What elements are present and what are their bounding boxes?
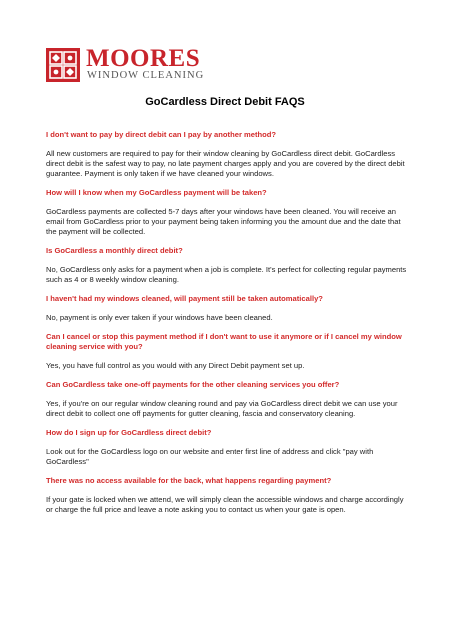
faq-list	[46, 130, 408, 524]
faq-question: I don't want to pay by direct debit can I pay by another method?	[46, 130, 277, 139]
faq-item	[46, 246, 408, 285]
faq-answer: Yes, you have full control as you would with any Direct Debit payment set up.	[46, 361, 305, 370]
faq-item	[46, 188, 408, 237]
faq-question: There was no access available for the back, what happens regarding payment?	[46, 476, 332, 485]
faq-question: Can I cancel or stop this payment method if I don't want to use it anymore or if I cancel my window cleaning service with you?	[46, 332, 402, 351]
window-logo-icon	[46, 48, 80, 82]
faq-answer: All new customers are required to pay for their window cleaning by GoCardless direct debit. GoCardless direct debit is the safest way to pay, no late payment charges apply and you are covered by the direct debit guarantee. Payment is only taken if we have cleaned your windows.	[46, 149, 405, 178]
faq-item	[46, 130, 408, 179]
faq-answer: No, GoCardless only asks for a payment when a job is complete. It's perfect for collecting regular payments such as 4 or 8 weekly window cleaning.	[46, 265, 407, 284]
faq-question: Can GoCardless take one-off payments for the other cleaning services you offer?	[46, 380, 340, 389]
faq-answer: No, payment is only ever taken if your windows have been cleaned.	[46, 313, 273, 322]
faq-answer: Look out for the GoCardless logo on our website and enter first line of address and click "pay with GoCardless"	[46, 447, 374, 466]
logo-name: MOORES	[86, 45, 201, 72]
page-title: GoCardless Direct Debit FAQS	[145, 96, 305, 108]
faq-answer: If your gate is locked when we attend, we will simply clean the accessible windows and charge accordingly or charge the full price and leave a note asking you to contact us when your gate is open.	[46, 495, 404, 514]
faq-item	[46, 332, 408, 371]
faq-item	[46, 380, 408, 419]
logo-tagline: WINDOW CLEANING	[87, 70, 205, 81]
faq-item	[46, 294, 408, 323]
faq-item	[46, 428, 408, 467]
faq-question: Is GoCardless a monthly direct debit?	[46, 246, 183, 255]
faq-question: I haven't had my windows cleaned, will payment still be taken automatically?	[46, 294, 323, 303]
faq-answer: Yes, if you're on our regular window cleaning round and pay via GoCardless direct debit we can use your direct debit to collect one off payments for gutter cleaning, fascia and conservatory cleaning.	[46, 399, 398, 418]
faq-item	[46, 476, 408, 515]
faq-answer: GoCardless payments are collected 5-7 days after your windows have been cleaned. You will receive an email from GoCardless prior to your payment being taken informing you the amount due and the date that the payment will be collected.	[46, 207, 401, 236]
company-logo	[46, 45, 205, 82]
faq-question: How do I sign up for GoCardless direct debit?	[46, 428, 212, 437]
faq-question: How will I know when my GoCardless payment will be taken?	[46, 188, 267, 197]
